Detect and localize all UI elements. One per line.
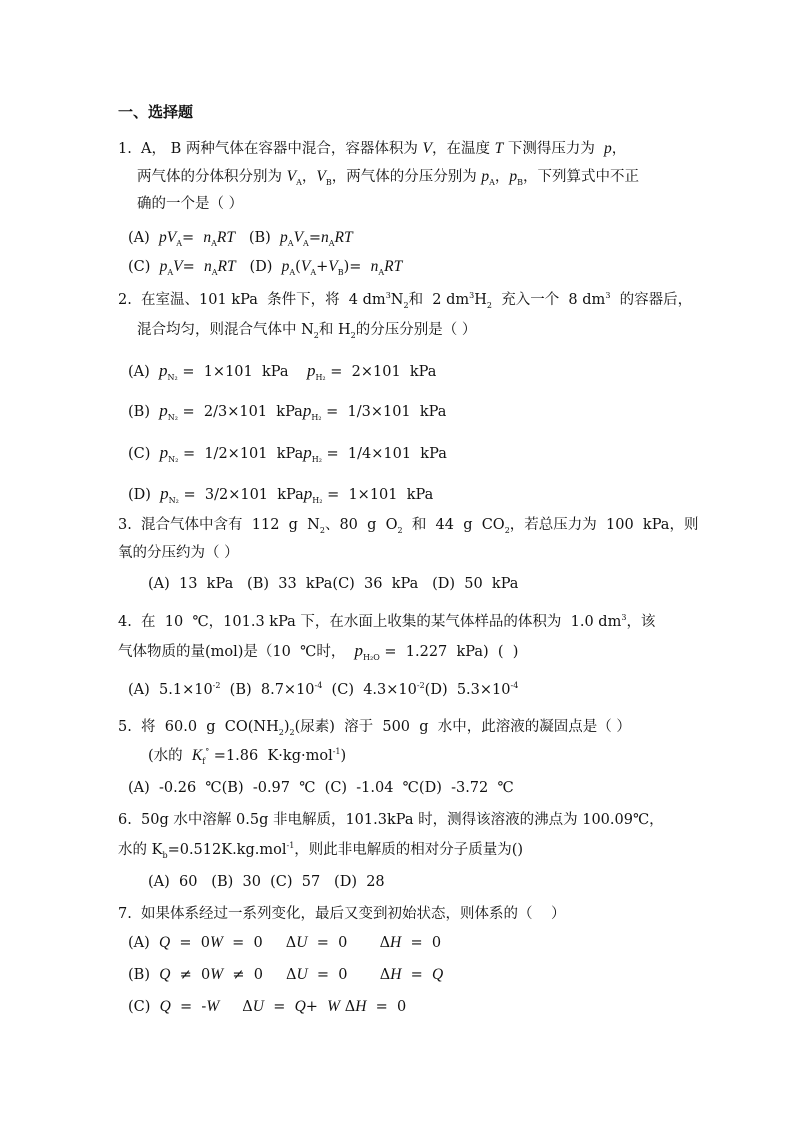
section-title [118,102,193,122]
text-run: = - [170,999,207,1015]
subscript: A [167,267,174,277]
superscript: -1 [286,841,295,851]
math-variable: U [296,934,308,951]
q4-stem [118,612,655,632]
text-run: (A) [128,230,160,246]
text-run: 2. 在室温、101 kPa 条件下，将 4 dm [118,292,386,308]
math-variable: p [604,140,612,157]
q5-stem [148,746,346,766]
subscript: 2 [278,727,284,737]
text-run: = [401,967,433,983]
subscript: b [162,850,168,860]
text-run: = 0 Δ [222,935,297,951]
text-run: = 1.227 kPa) ( ) [379,644,519,660]
q3-stem [118,543,239,563]
subscript: N₂ [168,495,179,505]
math-variable: p [481,168,490,185]
text-run: (B) 8.7×10 [220,682,315,698]
text-run: (C) [128,999,160,1015]
subscript: H₂ [311,412,322,422]
math-variable: Q [159,934,171,951]
math-variable: V [286,168,297,185]
subscript: A [211,267,218,277]
math-variable: Q [159,998,171,1015]
math-variable: p [160,484,169,503]
text-run: 混合均匀，则混合气体中 N [137,322,314,338]
text-run: ，则此非电解质的相对分子质量为() [294,842,524,858]
subscript: N₂ [167,412,178,422]
math-variable: p [303,443,312,462]
subscript: B [325,177,332,187]
text-run: ) [283,719,290,735]
text-run: ) [340,748,347,764]
subscript: 2 [403,300,409,310]
superscript: -1 [332,747,341,757]
text-run: )= [343,259,371,275]
math-variable: H [390,966,402,983]
text-run: 3. 混合气体中含有 112 g N [118,517,320,533]
subscript: 2 [350,330,356,340]
superscript: -4 [510,681,519,691]
math-variable: Q [432,966,444,983]
text-run: = 0 [401,935,442,951]
math-variable: K [191,747,203,764]
q3-stem [118,515,698,535]
text-run: Δ [340,999,356,1015]
superscript: 3 [469,291,475,301]
text-run: 和 2 dm [408,292,470,308]
q2-option [128,484,433,505]
text-run: ， [494,169,510,185]
math-variable: pV [159,229,177,246]
text-run: (B) [128,404,160,420]
math-variable: p [280,229,288,246]
q7-option [128,965,443,985]
math-variable: W [210,966,224,983]
text-run: 和 H [318,322,351,338]
text-run: 氧的分压约为（ ） [118,545,239,561]
superscript: 3 [621,613,627,623]
q7-option [128,997,406,1017]
q5-stem [118,717,631,737]
subscript: H₂ [312,495,323,505]
math-variable: W [327,998,341,1015]
text-run: = 0 Δ [307,967,391,983]
text-run: 水的 K [118,842,163,858]
text-run: = 1×101 kPa [177,364,307,380]
math-variable: U [296,966,308,983]
superscript: -2 [416,681,425,691]
text-run: N [390,292,404,308]
subscript: H₂ [315,372,326,382]
text-run: 5. 将 60.0 g CO(NH [118,719,279,735]
math-variable: p [303,484,313,503]
text-run: 的分压分别是（ ） [355,322,477,338]
text-run: (C) [128,259,160,275]
subscript: B [517,177,523,187]
text-run: H [474,292,487,308]
text-run: 、80 g O [324,517,398,533]
text-run: 4. 在 10 ℃，101.3 kPa 下，在水面上收集的某气体样品的体积为 1.0 dm [118,614,622,630]
q1-stem [137,194,243,214]
math-variable: U [252,998,264,1015]
text-run: 6. 50g 水中溶解 0.5g 非电解质，101.3kPa 时，测得该溶液的沸点为 100.09℃， [118,812,664,828]
subscript: N₂ [167,372,178,382]
text-run: = 1/3×101 kPa [321,404,447,420]
text-run: ( [295,259,301,275]
text-run: ，下列算式中不正 [523,169,639,185]
q6-stem [118,840,523,860]
subscript: A [303,238,309,248]
math-variable: V [300,258,311,275]
q4-stem [118,641,518,662]
subscript: H₂O [363,652,380,662]
subscript: 2 [397,525,403,535]
subscript: 2 [289,727,295,737]
text-run: = [308,230,321,246]
text-run: 确的一个是（ ） [137,196,244,212]
q6-stem [118,810,664,830]
math-variable: W [206,998,220,1015]
text-run: = 1/4×101 kPa [321,446,447,462]
math-variable: n [320,229,329,246]
math-variable: H [390,934,402,951]
math-variable: n [204,258,212,275]
q7-option [128,933,441,953]
text-run: = [264,999,295,1015]
math-variable: W [210,934,223,951]
text-run: (D) [235,259,282,275]
text-run: = [182,259,205,275]
math-variable: Q [294,998,306,1015]
text-run: =0.512K.kg.mol [167,842,287,858]
math-variable: RT [384,258,403,275]
subscript: B [337,267,344,277]
text-run: (A) 5.1×10 [128,682,213,698]
text-run: (水的 [148,748,192,764]
subscript: A [211,238,217,248]
superscript: ° [205,747,210,757]
text-run: ， [301,169,317,185]
math-variable: V [293,229,304,246]
math-variable: V [328,258,338,275]
subscript: 2 [504,525,510,535]
subscript: A [287,238,294,248]
subscript: H₂ [311,454,322,464]
math-variable: p [306,361,316,380]
text-run: (A) 60 (B) 30 (C) 57 (D) 28 [148,874,385,890]
subscript: 2 [319,525,325,535]
superscript: 3 [605,291,611,301]
text-run: (A) -0.26 ℃(B) -0.97 ℃ (C) -1.04 ℃(D) -3.72 ℃ [128,780,514,796]
math-variable: p [302,401,312,420]
q2-option [128,361,436,382]
subscript: A [328,238,335,248]
subscript: A [289,267,296,277]
text-run: 气体物质的量(mol)是（10 ℃时， [118,644,355,660]
text-run: (C) [128,446,160,462]
math-variable: n [203,229,212,246]
text-run: 7. 如果体系经过一系列变化，最后又变到初始状态，则体系的（ ） [118,906,566,922]
text-run: = 1/2×101 kPa [178,446,304,462]
q2-option [128,401,446,422]
superscript: -4 [314,681,323,691]
math-variable: T [494,140,504,157]
q1-option [128,257,402,277]
subscript: A [176,238,183,248]
text-run: ≠ 0 Δ [223,967,297,983]
q4-option [128,680,518,700]
math-variable: V [173,258,183,275]
text-run: = 2/3×101 kPa [177,404,303,420]
text-run: (D) 5.3×10 [424,682,511,698]
text-run: 两气体的分体积分别为 [137,169,287,185]
text-run: 1. A， B 两种气体在容器中混合，容器体积为 [118,141,423,157]
text-run: =1.86 K·kg·mol [209,748,333,764]
text-run: (D) [128,487,161,503]
subscript: 2 [313,330,319,340]
q1-stem [137,167,639,187]
text-run: (B) [128,967,160,983]
text-run: Δ [219,999,253,1015]
q3-option [148,574,518,594]
q2-stem [137,320,476,340]
math-variable: p [159,443,169,462]
text-run: (A) [128,935,160,951]
text-run: (C) 4.3×10 [322,682,417,698]
superscript: 3 [385,291,391,301]
q6-option [148,872,385,892]
math-variable: V [422,140,432,157]
q1-stem [118,139,626,159]
text-run: 一、选择题 [118,103,194,121]
math-variable: RT [216,229,236,246]
math-variable: n [370,258,379,275]
text-run: 的容器后， [610,292,693,308]
math-variable: p [509,168,518,185]
text-run: (B) [235,230,281,246]
text-run: + [316,259,329,275]
text-run: ，在温度 [431,141,495,157]
text-run: 下测得压力为 [503,141,605,157]
text-run: ，两气体的分压分别为 [331,169,482,185]
math-variable: p [281,258,290,275]
text-run: = 3/2×101 kPa [178,487,304,503]
q1-option [128,228,353,248]
math-variable: Q [159,966,171,983]
text-run: = 0 [366,999,407,1015]
text-run: = 0 [170,935,211,951]
math-variable: p [354,641,364,660]
subscript: f [202,756,206,766]
subscript: A [378,267,385,277]
text-run: ，若总压力为 100 kPa，则 [509,517,699,533]
text-run: = 1×101 kPa [322,487,434,503]
math-variable: RT [217,258,236,275]
subscript: N₂ [168,454,179,464]
text-run: = 0 Δ [307,935,391,951]
q2-option [128,443,447,464]
math-variable: p [159,258,168,275]
text-run: 和 44 g CO [402,517,505,533]
text-run: (A) 13 kPa (B) 33 kPa(C) 36 kPa (D) 50 kPa [148,576,519,592]
subscript: A [296,177,302,187]
q5-option [128,778,514,798]
math-variable: V [316,168,326,185]
text-run: + [305,999,328,1015]
text-run: = 2×101 kPa [325,364,437,380]
math-variable: p [159,361,168,380]
q7-stem [118,904,566,924]
text-run: ， [611,141,627,157]
text-run: (尿素) 溶于 500 g 水中，此溶液的凝固点是（ ） [294,719,631,735]
math-variable: p [159,401,168,420]
subscript: 2 [486,300,492,310]
subscript: A [489,177,495,187]
math-variable: H [355,998,367,1015]
superscript: -2 [212,681,221,691]
text-run: ，该 [626,614,656,630]
text-run: (A) [128,364,160,380]
text-run: = [182,230,204,246]
math-variable: RT [334,229,353,246]
subscript: A [310,267,317,277]
q2-stem [118,290,692,310]
text-run: ≠ 0 [170,967,211,983]
text-run: 充入一个 8 dm [492,292,606,308]
